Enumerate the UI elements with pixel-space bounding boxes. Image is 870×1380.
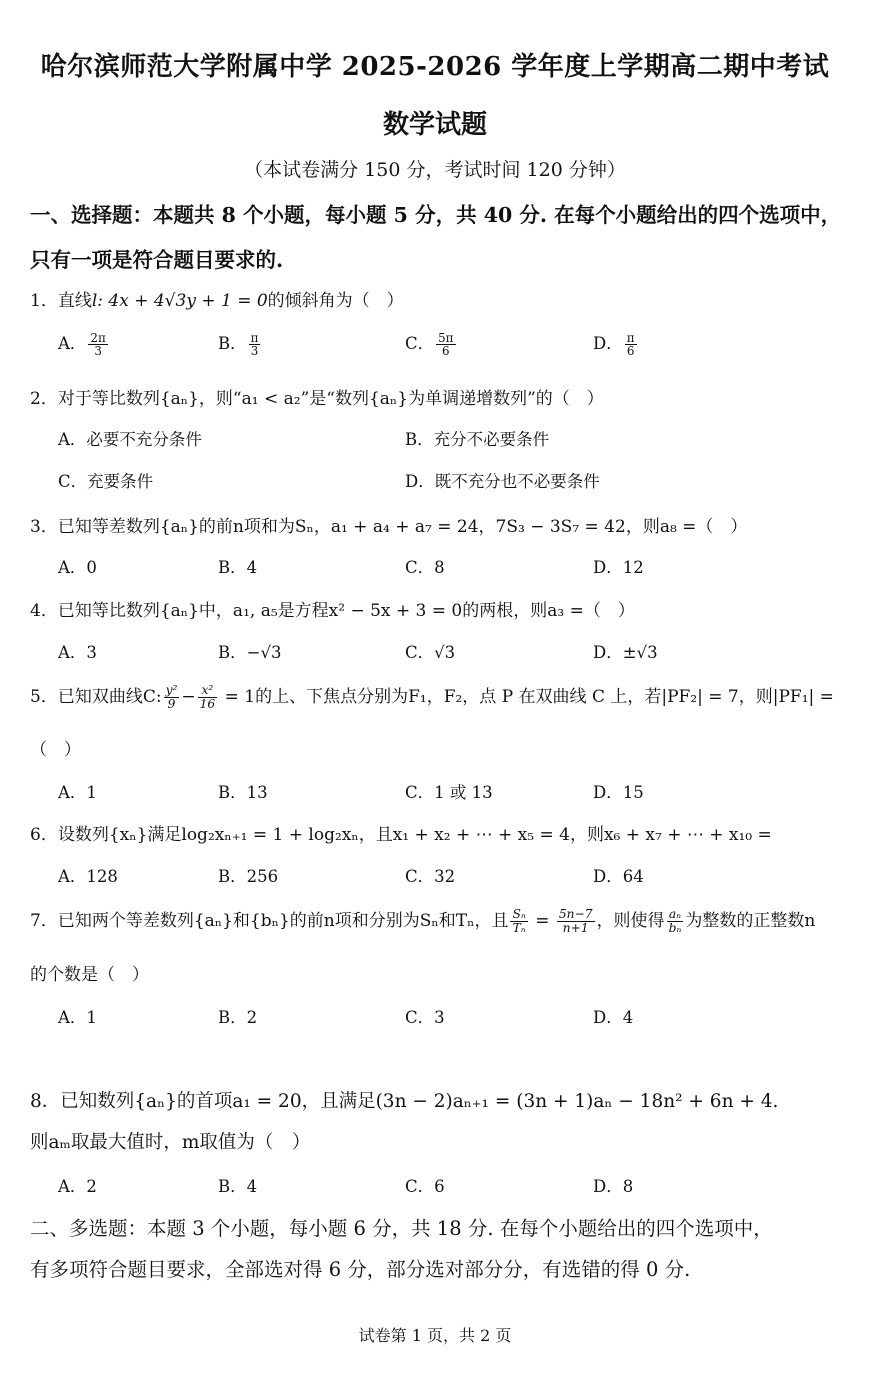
q1-option-c[interactable]: C． $\frac{5\pi}{6}$ — [405, 330, 454, 358]
q8-option-d[interactable]: D．8 — [593, 1177, 634, 1196]
exam-title: 哈尔滨师范大学附属中学 2025-2026 学年度上学期高二期中考试 — [40, 52, 830, 82]
section2-heading-line2: 有多项符合题目要求，全部选对得 6 分，部分选对部分分，有选错的得 0 分. — [30, 1258, 691, 1281]
q4-option-d[interactable]: D．±√3 — [593, 643, 658, 662]
q3-option-d[interactable]: D．12 — [593, 558, 644, 577]
section1-heading-line1: 一、选择题：本题共 8 个小题，每小题 5 分，共 40 分. 在每个小题给出的四个选项中， — [30, 203, 842, 227]
question-8: 8．已知数列{aₙ}的首项a₁ = 20，且满足(3n − 2)aₙ₊₁ = (3n + 1)aₙ − 18n² + 6n + 4. — [30, 1091, 779, 1112]
q2-option-c[interactable]: C．充要条件 — [58, 472, 154, 491]
q3-option-b[interactable]: B．4 — [218, 558, 258, 577]
question-1-equation: l: 4x + 4√3y + 1 = 0 — [91, 291, 268, 311]
section1-heading-line2: 只有一项是符合题目要求的. — [30, 248, 284, 272]
exam-subject: 数学试题 — [382, 110, 487, 140]
q1-option-a[interactable]: A． $\frac{2\pi}{3}$ — [58, 330, 106, 358]
question-1 — [30, 286, 404, 311]
q6-option-a[interactable]: A．128 — [58, 867, 118, 886]
question-6: 6．设数列{xₙ}满足log₂xₙ₊₁ = 1 + log₂xₙ，且x₁ + x₂ + ⋯ + x₅ = 4，则x₆ + x₇ + ⋯ + x₁₀ = — [30, 825, 772, 845]
q2-option-a[interactable]: A．必要不充分条件 — [58, 430, 202, 449]
q7-option-c[interactable]: C．3 — [405, 1008, 445, 1027]
q3-option-c[interactable]: C．8 — [405, 558, 445, 577]
q1-option-d[interactable]: D． $\frac{\pi}{6}$ — [593, 330, 635, 358]
q5-option-d[interactable]: D．15 — [593, 783, 644, 802]
q1-option-b[interactable]: B． $\frac{\pi}{3}$ — [218, 330, 259, 358]
question-1-pre: 直线 — [57, 291, 92, 311]
q7-option-b[interactable]: B．2 — [218, 1008, 258, 1027]
q8-option-c[interactable]: C．6 — [405, 1177, 445, 1196]
question-5-line2: （ ） — [30, 740, 81, 760]
q8-option-b[interactable]: B．4 — [218, 1177, 258, 1196]
question-4: 4．已知等比数列{aₙ}中，a₁, a₅是方程x² − 5x + 3 = 0的两根，则a₃ =（ ） — [30, 601, 635, 621]
q6-option-d[interactable]: D．64 — [593, 867, 644, 886]
page-footer: 试卷第 1 页，共 2 页 — [358, 1326, 512, 1345]
q5-option-a[interactable]: A．1 — [58, 783, 97, 802]
question-1-number: 1． — [30, 291, 58, 311]
q8-option-a[interactable]: A．2 — [58, 1177, 97, 1196]
q4-option-b[interactable]: B．−√3 — [218, 643, 282, 662]
question-1-post: 的倾斜角为（ ） — [267, 291, 404, 311]
q3-option-a[interactable]: A．0 — [58, 558, 97, 577]
question-7: 7．已知两个等差数列{aₙ}和{bₙ}的前n项和分别为Sₙ和Tₙ，且 $\frac{\text{Sₙ}}{\text{Tₙ}}$ = $\frac{5n-7}{n+1}$ ，则使得 $\frac{\text{aₙ}}{\text{bₙ}}$ 为整数的正整数n — [30, 907, 816, 935]
q7-option-a[interactable]: A．1 — [58, 1008, 97, 1027]
question-2: 2．对于等比数列{aₙ}，则“a₁ < a₂”是“数列{aₙ}为单调递增数列”的（ ） — [30, 389, 604, 409]
q2-option-d[interactable]: D．既不充分也不必要条件 — [405, 472, 600, 491]
question-5: 5．已知双曲线C: $\frac{\text{y²}}{9}$ − $\frac{\text{x²}}{16}$ = 1的上、下焦点分别为F₁，F₂，点 P 在双曲线 C 上，若|PF₂| = 7，则|PF₁| = — [30, 683, 834, 711]
question-8-line2: 则aₘ取最大值时，m取值为（ ） — [30, 1132, 311, 1153]
exam-note: （本试卷满分 150 分，考试时间 120 分钟） — [244, 159, 626, 181]
q4-option-c[interactable]: C．√3 — [405, 643, 456, 662]
q6-option-b[interactable]: B．256 — [218, 867, 279, 886]
q4-option-a[interactable]: A．3 — [58, 643, 97, 662]
question-3: 3．已知等差数列{aₙ}的前n项和为Sₙ，a₁ + a₄ + a₇ = 24，7S₃ − 3S₇ = 42，则a₈ =（ ） — [30, 517, 748, 537]
q7-option-d[interactable]: D．4 — [593, 1008, 634, 1027]
q2-option-b[interactable]: B．充分不必要条件 — [405, 430, 550, 449]
section2-heading-line1: 二、多选题：本题 3 个小题，每小题 6 分，共 18 分. 在每个小题给出的四个选项中， — [30, 1217, 773, 1240]
q6-option-c[interactable]: C．32 — [405, 867, 456, 886]
q5-option-b[interactable]: B．13 — [218, 783, 268, 802]
question-7-line2: 的个数是（ ） — [30, 965, 149, 985]
q5-option-c[interactable]: C．1 或 13 — [405, 783, 493, 802]
